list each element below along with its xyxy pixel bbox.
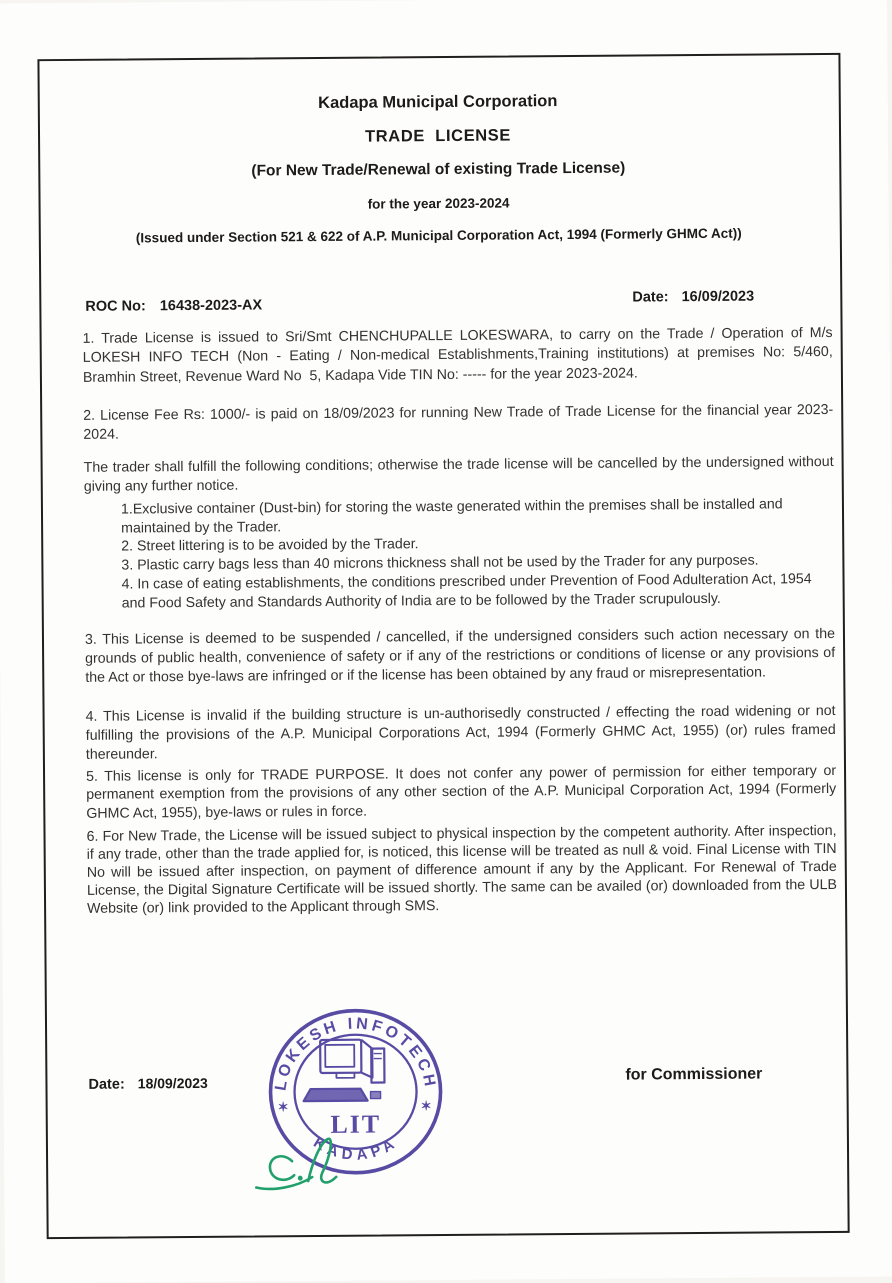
conditions-intro: The trader shall fulfill the following conditions; otherwise the trade license will be cancelled by the undersigned without giving any further notice. (83, 453, 838, 496)
stamp-center-text: LIT (330, 1109, 382, 1139)
condition-item: 4. In case of eating establishments, the conditions prescribed under Prevention of Food Adulteration Act, 1954 and Food Safety and Standards Authority of India are to be followed by the Trader scrupulously. (121, 570, 816, 612)
condition-item: 3. Plastic carry bags less than 40 microns thickness shall not be used by the Trader for any purposes. (121, 552, 759, 574)
star-icon: ✶ (420, 1098, 432, 1114)
paragraph-license-issued: 1. Trade License is issued to Sri/Smt CHENCHUPALLE LOKESWARA, to carry on the Trade / Operation of M/s LOKESH INFO TECH (Non - Eating / Non-medical Establishments,Training institutions) at premises No: 5/460, Bramhin Street, Revenue Ward No 5, Kadapa Vide TIN No: ----- for the year 2023-2024. (82, 324, 837, 386)
roc-label: ROC No: (85, 298, 146, 315)
signature (252, 1135, 362, 1198)
issued-under-line: (Issued under Section 521 & 622 of A.P. Municipal Corporation Act, 1994 (Formerly GHMC Act)) (135, 225, 742, 246)
roc-value: 16438-2023-AX (159, 297, 263, 315)
condition-item: 2. Street littering is to be avoided by the Trader. (121, 536, 419, 555)
year-line: for the year 2023-2024 (367, 195, 510, 212)
signature-graphic (252, 1135, 362, 1198)
signing-date-row (88, 1075, 207, 1093)
paragraph-license-fee: 2. License Fee Rs: 1000/- is paid on 18/09/2023 for running New Trade of Trade License for the financial year 2023-2024. (83, 401, 834, 444)
document-title: TRADE LICENSE (365, 126, 512, 146)
paragraph-trade-purpose-clause: 5. This license is only for TRADE PURPOSE. It does not confer any power of permission for either temporary or permanent exemption from the provisions of any other section of the A.P. Municipal Corporation Act, 1994 (Formerly GHMC Act, 1955), bye-laws or rules in force. (86, 762, 841, 822)
signing-date-label: Date: (88, 1076, 125, 1093)
document-subtitle: (For New Trade/Renewal of existing Trade License) (251, 159, 626, 180)
paragraph-invalidity-clause: 4. This License is invalid if the building structure is un-authorisedly constructed / effecting the road widening or not fulfilling the provisions of the A.P. Municipal Corporations Act, 1994 (Formerly GHMC Act, 1955) (or) rules framed thereunder. (85, 702, 840, 763)
roc-number-row (85, 297, 262, 314)
stamp-top-text: LOKESH INFOTECH (272, 1015, 439, 1092)
conditions-list (121, 495, 830, 613)
issue-date-value: 16/09/2023 (681, 288, 755, 306)
signatory-title: for Commissioner (625, 1065, 763, 1084)
org-title: Kadapa Municipal Corporation (318, 92, 558, 112)
issue-date-label: Date: (632, 289, 669, 306)
signing-date-value: 18/09/2023 (137, 1074, 208, 1092)
issue-date-row (632, 289, 754, 306)
paragraph-suspension-clause: 3. This License is deemed to be suspended / cancelled, if the undersigned considers such action necessary on the grounds of public health, convenience of safety or if any of the restrictions or conditions of license or any provisions of the Act or those bye-laws are infringed or if the license has been obtained by any fraud or misrepresentation. (84, 625, 840, 686)
star-icon: ✶ (277, 1099, 289, 1115)
stamp-bottom-text: KADAPA (310, 1133, 402, 1164)
condition-item: 1.Exclusive container (Dust-bin) for storing the waste generated within the premises shall be installed and maintained by the Trader. (120, 496, 787, 537)
paragraph-new-trade-clause: 6. For New Trade, the License will be issued subject to physical inspection by the competent authority. After inspection, if any trade, other than the trade applied for, is noticed, this license will be treated as null & void. Final License with TIN No will be issued after inspection, on payment of difference amount if any by the Applicant. For Renewal of Trade License, the Digital Signature Certificate will be issued shortly. The same can be availed (or) downloaded from the ULB Website (or) link provided to the Applicant through SMS. (86, 822, 841, 917)
